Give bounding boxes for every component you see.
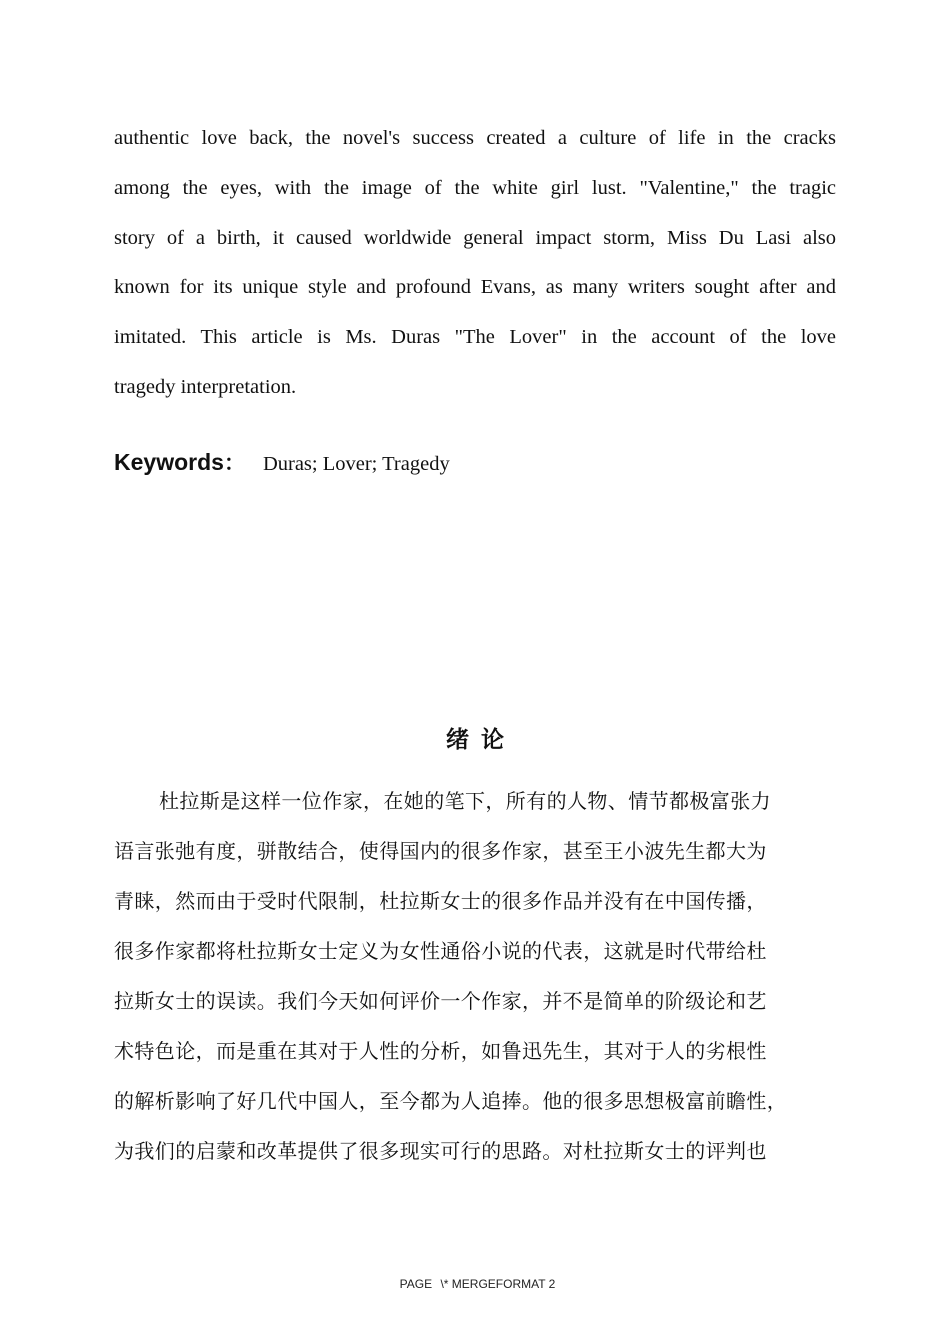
section-title: 绪论 [446, 727, 516, 753]
keywords-label: Keywords [114, 449, 224, 475]
introduction-body [114, 776, 874, 1176]
abstract-line-4: known for its unique style and profound Evans, as many writers sought after and [114, 276, 836, 299]
keywords-colon: ： [223, 451, 245, 475]
paragraph-line-4: 很多作家都将杜拉斯女士定义为女性通俗小说的代表，这就是时代带给杜 [114, 939, 767, 963]
page-footer [0, 1274, 950, 1294]
abstract-line-1: authentic love back, the novel's success created a culture of life in the cracks [114, 127, 836, 149]
paragraph-line-1: 杜拉斯是这样一位作家，在她的笔下，所有的人物、情节都极富张力 [159, 789, 771, 813]
footer-page-field: PAGE [399, 1277, 433, 1291]
paragraph-line-7: 的解析影响了好几代中国人，至今都为人追捧。他的很多思想极富前瞻性， [114, 1089, 788, 1113]
abstract-line-5: imitated. This article is Ms. Duras "The Lover" in the account of the love [114, 326, 836, 349]
paragraph-line-5: 拉斯女士的误读。我们今天如何评价一个作家，并不是简单的阶级论和艺 [114, 989, 767, 1013]
paragraph-line-6: 术特色论，而是重在其对于人性的分析，如鲁迅先生，其对于人的劣根性 [114, 1039, 767, 1063]
abstract-line-3: story of a birth, it caused worldwide general impact storm, Miss Du Lasi also [114, 226, 836, 249]
english-abstract [114, 114, 836, 413]
paragraph-line-2: 语言张弛有度，骈散结合，使得国内的很多作家，甚至王小波先生都大为 [114, 839, 767, 863]
keywords-value: Duras; Lover; Tragedy [262, 453, 450, 475]
abstract-line-2: among the eyes, with the image of the white girl lust. "Valentine," the tragic [114, 176, 836, 199]
keywords-row [114, 444, 450, 480]
abstract-line-6: tragedy interpretation. [114, 375, 297, 398]
paragraph-line-8: 为我们的启蒙和改革提供了很多现实可行的思路。对杜拉斯女士的评判也 [114, 1139, 767, 1163]
paragraph-line-3: 青睐，然而由于受时代限制，杜拉斯女士的很多作品并没有在中国传播， [114, 889, 767, 913]
footer-mergeformat-field: \* MERGEFORMAT 2 [440, 1277, 556, 1291]
